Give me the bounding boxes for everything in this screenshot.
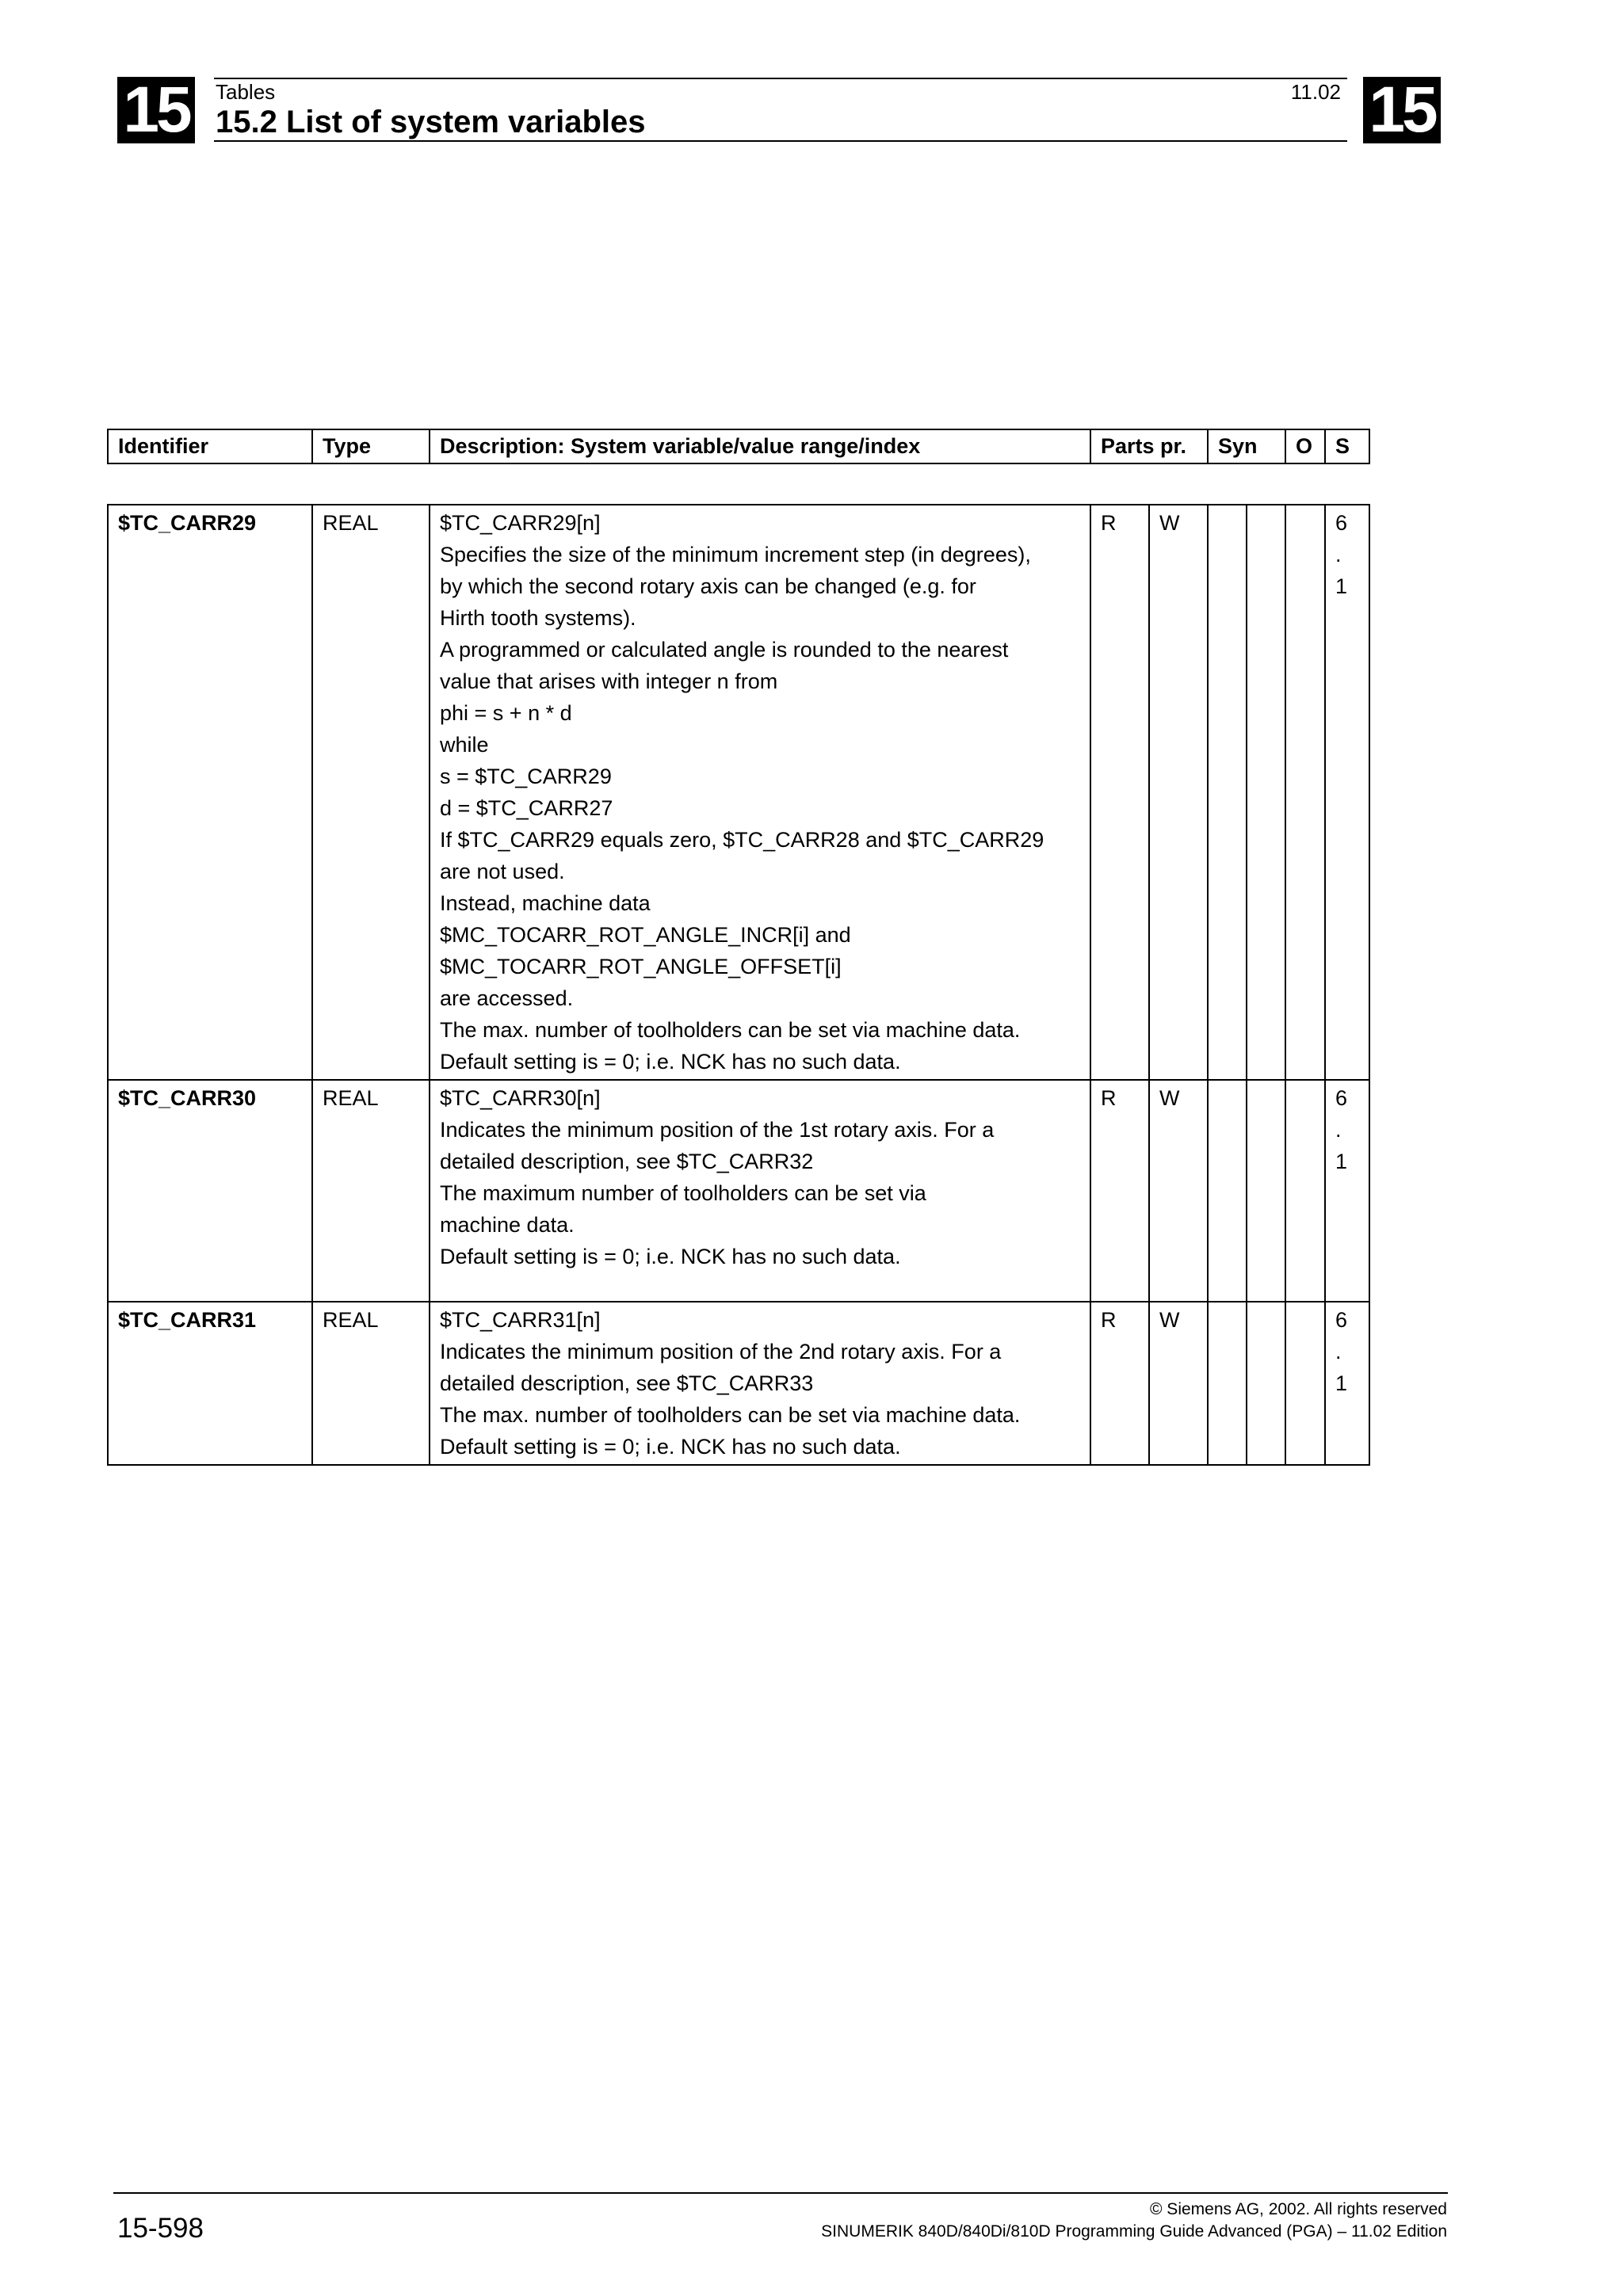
parts-read: R bbox=[1090, 505, 1149, 1080]
description-line: The max. number of toolholders can be set via machine data. bbox=[440, 1403, 1021, 1427]
variable-description bbox=[430, 1080, 1090, 1302]
description-line: The max. number of toolholders can be set via machine data. bbox=[440, 1018, 1021, 1042]
chapter-number-badge: 15 bbox=[117, 77, 195, 143]
table-row bbox=[108, 1302, 1369, 1465]
system-variables-table bbox=[107, 504, 1370, 1466]
description-line: detailed description, see $TC_CARR33 bbox=[440, 1371, 814, 1395]
s-value-char: 6 bbox=[1335, 511, 1348, 535]
description-line: Indicates the minimum position of the 2nd rotary axis. For a bbox=[440, 1340, 1002, 1363]
description-line: $TC_CARR29[n] bbox=[440, 511, 601, 535]
description-line: A programmed or calculated angle is rounded to the nearest bbox=[440, 638, 1009, 662]
s-value-char: 1 bbox=[1335, 574, 1348, 598]
description-line: are not used. bbox=[440, 860, 565, 883]
description-line: are accessed. bbox=[440, 986, 574, 1010]
s-value-char: . bbox=[1335, 1118, 1342, 1142]
chapter-number-badge-right: 15 bbox=[1363, 77, 1441, 143]
s-value-char: . bbox=[1335, 543, 1342, 566]
variable-description bbox=[430, 1302, 1090, 1465]
description-line: Default setting is = 0; i.e. NCK has no such data. bbox=[440, 1435, 901, 1459]
description-line: detailed description, see $TC_CARR32 bbox=[440, 1150, 814, 1173]
table-header bbox=[107, 429, 1370, 464]
description-line: phi = s + n * d bbox=[440, 701, 572, 725]
variable-description bbox=[430, 505, 1090, 1080]
variable-identifier: $TC_CARR31 bbox=[108, 1302, 312, 1465]
syn-cell-b bbox=[1247, 1080, 1285, 1302]
variable-identifier: $TC_CARR30 bbox=[108, 1080, 312, 1302]
description-line: Default setting is = 0; i.e. NCK has no such data. bbox=[440, 1050, 901, 1074]
table-row bbox=[108, 1080, 1369, 1302]
description-line: while bbox=[440, 733, 489, 757]
parts-write: W bbox=[1149, 1080, 1208, 1302]
s-value-char: 6 bbox=[1335, 1308, 1348, 1332]
variable-identifier: $TC_CARR29 bbox=[108, 505, 312, 1080]
s-value-char: . bbox=[1335, 1340, 1342, 1363]
description-line: $MC_TOCARR_ROT_ANGLE_INCR[i] and bbox=[440, 923, 851, 947]
description-line: Default setting is = 0; i.e. NCK has no such data. bbox=[440, 1245, 901, 1268]
s-value-char: 1 bbox=[1335, 1150, 1348, 1173]
description-line: d = $TC_CARR27 bbox=[440, 796, 613, 820]
footer-rule bbox=[113, 2192, 1448, 2194]
section-label: Tables bbox=[216, 80, 276, 104]
column-header-syn: Syn bbox=[1208, 429, 1285, 463]
syn-cell-a bbox=[1208, 1080, 1247, 1302]
s-cell bbox=[1325, 1080, 1369, 1302]
description-line: machine data. bbox=[440, 1213, 575, 1237]
o-cell bbox=[1285, 1302, 1325, 1465]
description-line: Hirth tooth systems). bbox=[440, 606, 636, 630]
o-cell bbox=[1285, 1080, 1325, 1302]
o-cell bbox=[1285, 505, 1325, 1080]
description-line: $TC_CARR31[n] bbox=[440, 1308, 601, 1332]
column-header-description: Description: System variable/value range/index bbox=[430, 429, 1090, 463]
syn-cell-b bbox=[1247, 1302, 1285, 1465]
syn-cell-a bbox=[1208, 505, 1247, 1080]
page-number: 15-598 bbox=[117, 2213, 204, 2244]
header-bottom-rule bbox=[214, 140, 1347, 142]
s-cell bbox=[1325, 1302, 1369, 1465]
syn-cell-b bbox=[1247, 505, 1285, 1080]
syn-cell-a bbox=[1208, 1302, 1247, 1465]
description-line: $MC_TOCARR_ROT_ANGLE_OFFSET[i] bbox=[440, 955, 842, 978]
parts-write: W bbox=[1149, 1302, 1208, 1465]
description-line: Specifies the size of the minimum increment step (in degrees), bbox=[440, 543, 1031, 566]
variable-type: REAL bbox=[312, 1302, 430, 1465]
copyright-notice: © Siemens AG, 2002. All rights reserved bbox=[1150, 2200, 1447, 2218]
s-value-char: 1 bbox=[1335, 1371, 1348, 1395]
parts-read: R bbox=[1090, 1302, 1149, 1465]
description-line: $TC_CARR30[n] bbox=[440, 1086, 601, 1110]
manual-title: SINUMERIK 840D/840Di/810D Programming Guide Advanced (PGA) – 11.02 Edition bbox=[821, 2222, 1447, 2241]
variable-type: REAL bbox=[312, 1080, 430, 1302]
description-line: The maximum number of toolholders can be set via bbox=[440, 1181, 926, 1205]
parts-write: W bbox=[1149, 505, 1208, 1080]
description-line: value that arises with integer n from bbox=[440, 669, 778, 693]
parts-read: R bbox=[1090, 1080, 1149, 1302]
description-line: Indicates the minimum position of the 1st rotary axis. For a bbox=[440, 1118, 995, 1142]
variable-type: REAL bbox=[312, 505, 430, 1080]
header-top-rule bbox=[214, 78, 1347, 79]
column-header-type: Type bbox=[312, 429, 430, 463]
table-row bbox=[108, 505, 1369, 1080]
description-line: Instead, machine data bbox=[440, 891, 651, 915]
description-line: s = $TC_CARR29 bbox=[440, 765, 612, 788]
s-cell bbox=[1325, 505, 1369, 1080]
column-header-parts: Parts pr. bbox=[1090, 429, 1208, 463]
description-line: If $TC_CARR29 equals zero, $TC_CARR28 and $TC_CARR29 bbox=[440, 828, 1044, 852]
s-value-char: 6 bbox=[1335, 1086, 1348, 1110]
column-header-identifier: Identifier bbox=[108, 429, 312, 463]
page-title: 15.2 List of system variables bbox=[216, 105, 646, 139]
column-header-o: O bbox=[1285, 429, 1325, 463]
description-line: by which the second rotary axis can be changed (e.g. for bbox=[440, 574, 976, 598]
column-header-s: S bbox=[1325, 429, 1369, 463]
edition-label: 11.02 bbox=[1290, 80, 1341, 104]
